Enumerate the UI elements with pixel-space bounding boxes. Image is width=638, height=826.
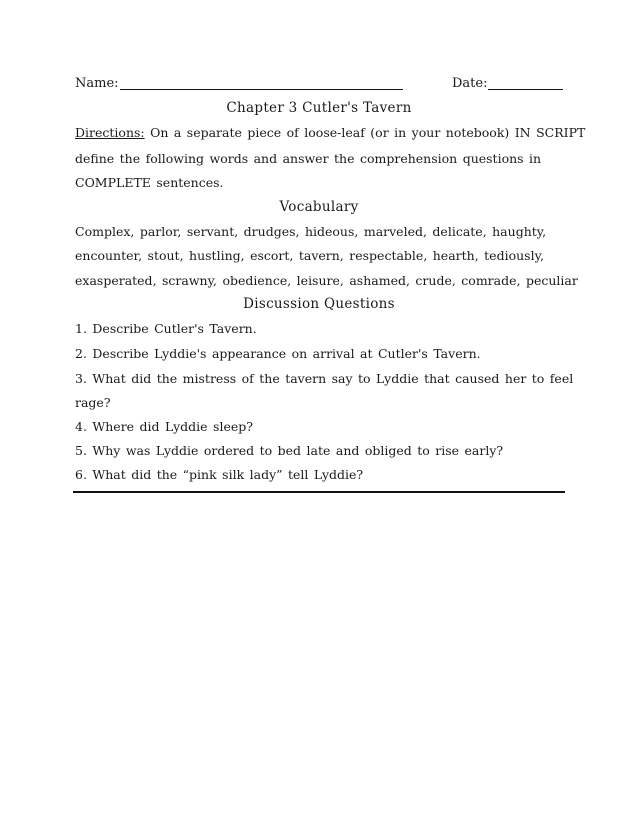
directions-line-2: define the following words and answer the comprehension questions in (75, 151, 542, 166)
question-1: 1. Describe Cutler's Tavern. (75, 321, 257, 336)
directions-label: Directions: (75, 125, 145, 140)
directions-line-3: COMPLETE sentences. (75, 175, 224, 190)
name-blank-line (120, 89, 403, 90)
question-6: 6. What did the “pink silk lady” tell Lyddie? (75, 467, 364, 482)
directions-line-1 (75, 125, 586, 140)
vocabulary-line-3: exasperated, scrawny, obedience, leisure, ashamed, crude, comrade, peculiar (75, 273, 578, 288)
vocabulary-heading: Vocabulary (279, 199, 359, 215)
vocabulary-line-1: Complex, parlor, servant, drudges, hideous, marveled, delicate, haughty, (75, 224, 547, 239)
vocabulary-line-2: encounter, stout, hustling, escort, tavern, respectable, hearth, tediously, (75, 248, 544, 263)
header-row (75, 76, 563, 96)
discussion-heading: Discussion Questions (243, 296, 395, 312)
directions-text-1: On a separate piece of loose-leaf (or in your notebook) IN SCRIPT (144, 125, 586, 140)
date-label: Date: (452, 76, 488, 91)
question-3-line-1: 3. What did the mistress of the tavern say to Lyddie that caused her to feel (75, 371, 574, 386)
name-label: Name: (75, 76, 119, 91)
date-blank-line (488, 89, 563, 90)
page-title: Chapter 3 Cutler's Tavern (226, 100, 412, 116)
question-5: 5. Why was Lyddie ordered to bed late and obliged to rise early? (75, 443, 504, 458)
question-2: 2. Describe Lyddie's appearance on arrival at Cutler's Tavern. (75, 346, 481, 361)
question-3-line-2: rage? (75, 395, 111, 410)
question-4: 4. Where did Lyddie sleep? (75, 419, 253, 434)
bottom-divider (73, 491, 565, 493)
